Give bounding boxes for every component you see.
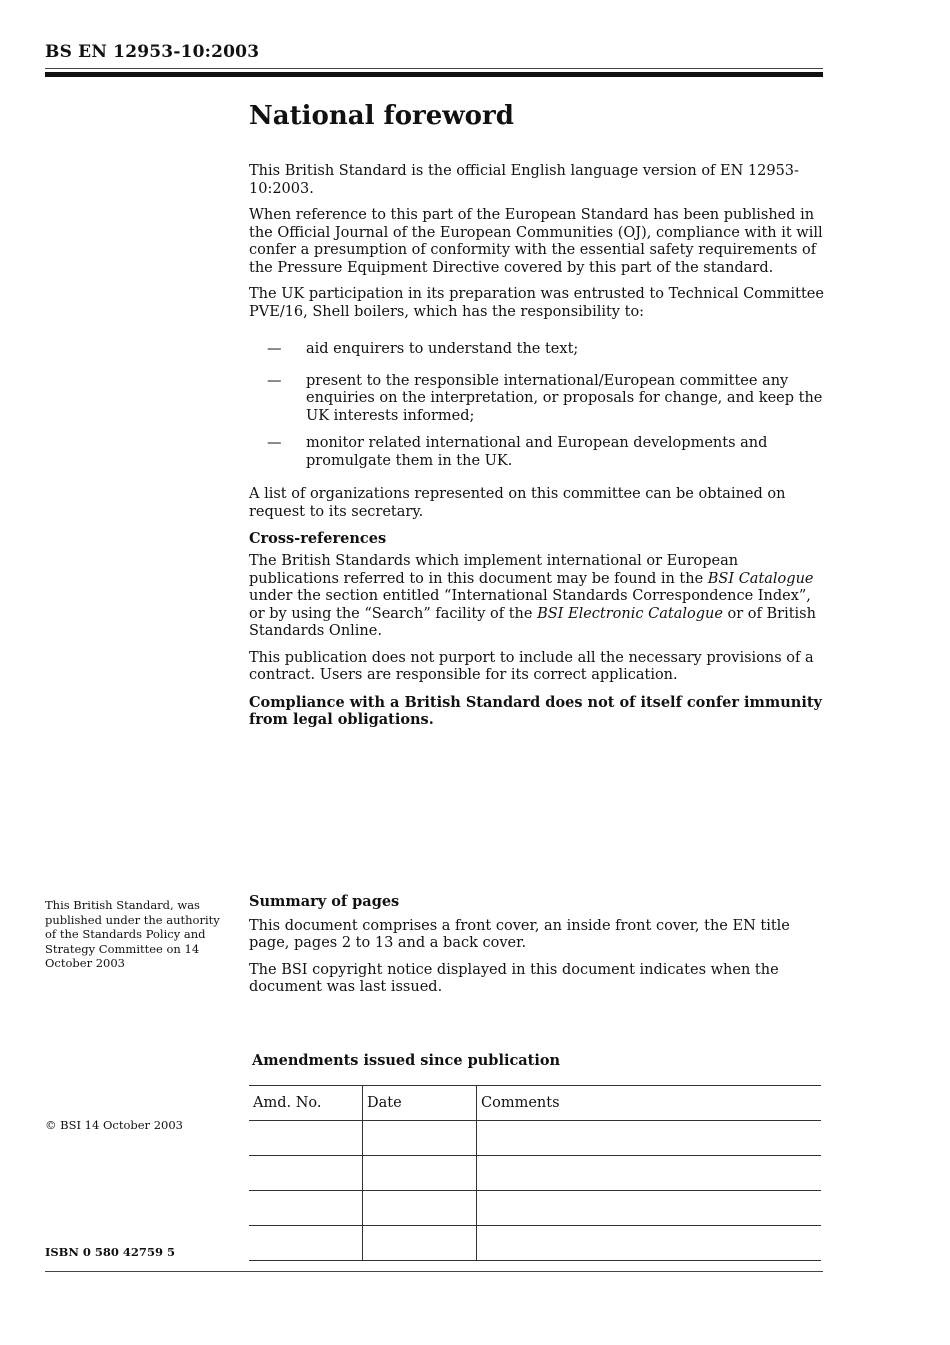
list-item-text: aid enquirers to understand the text;: [306, 341, 579, 357]
summary-of-pages: [249, 893, 825, 1006]
intro-paragraph-2: When reference to this part of the European Standard has been published in the Official Journal of the European Communities (OJ), compliance with it will confer a presumption of conformity with the essential safety requirements of the Pressure Equipment Directive covered by this part of the standard.: [249, 207, 823, 276]
table-row: [249, 1156, 821, 1191]
column-header-amd-no: Amd. No.: [249, 1086, 363, 1121]
isbn: ISBN 0 580 42759 5: [45, 1245, 175, 1259]
dash-bullet: —: [267, 341, 282, 357]
dash-bullet: —: [267, 372, 282, 389]
amendments-title: Amendments issued since publication: [252, 1052, 561, 1069]
contract-note: This publication does not purport to include all the necessary provisions of a contract. Users are responsible for its correct application.: [249, 649, 814, 683]
summary-heading: Summary of pages: [249, 893, 400, 910]
bsi-catalogue-title: BSI Catalogue: [707, 570, 814, 587]
column-header-date: Date: [363, 1086, 477, 1121]
bsi-electronic-catalogue-title: BSI Electronic Catalogue: [537, 605, 723, 622]
document-code: BS EN 12953-10:2003: [45, 42, 260, 62]
amendments-table: [249, 1085, 821, 1261]
intro-paragraph-1: This British Standard is the official English language version of EN 12953-10:2003.: [249, 163, 799, 197]
list-item: [249, 341, 825, 359]
footer-rule: [45, 1271, 823, 1272]
list-item-text: present to the responsible international/European committee any enquiries on the interpretation, or proposals for change, and keep the UK interests informed;: [306, 372, 823, 424]
intro-paragraph-3: The UK participation in its preparation was entrusted to Technical Committee PVE/16, Shell boilers, which has the responsibility to:: [249, 286, 824, 320]
list-item-text: monitor related international and European developments and promulgate them in the UK.: [306, 435, 768, 469]
list-item: [249, 435, 825, 470]
summary-paragraph-1: This document comprises a front cover, an inside front cover, the EN title page, pages 2 to 13 and a back cover.: [249, 917, 790, 951]
publication-note: This British Standard, was published under the authority of the Standards Policy and Strategy Committee on 14 October 2003: [45, 898, 220, 970]
cross-references-heading: Cross-references: [249, 530, 387, 547]
table-header-row: [249, 1086, 821, 1121]
header-rule-thick: [45, 72, 823, 77]
committee-note: A list of organizations represented on this committee can be obtained on request to its secretary.: [249, 486, 786, 520]
compliance-note: Compliance with a British Standard does not of itself confer immunity from legal obligations.: [249, 693, 822, 728]
foreword-body: [249, 163, 825, 738]
page-title: National foreword: [249, 101, 514, 131]
cross-references-paragraph: The British Standards which implement international or European publications referred to in this document may be found in the BSI Catalogue under the section entitled “International Standards Correspondence Index”, or by using the “Search” facility of the BSI Electronic Catalogue or of British Standards Online.: [249, 553, 816, 639]
copyright-notice: © BSI 14 October 2003: [45, 1118, 183, 1132]
column-header-comments: Comments: [477, 1086, 822, 1121]
list-item: [249, 373, 825, 426]
table-row: [249, 1226, 821, 1261]
summary-paragraph-2: The BSI copyright notice displayed in this document indicates when the document was last issued.: [249, 961, 779, 995]
header-rule-thin: [45, 68, 823, 69]
table-row: [249, 1121, 821, 1156]
dash-bullet: —: [267, 435, 282, 451]
table-row: [249, 1191, 821, 1226]
